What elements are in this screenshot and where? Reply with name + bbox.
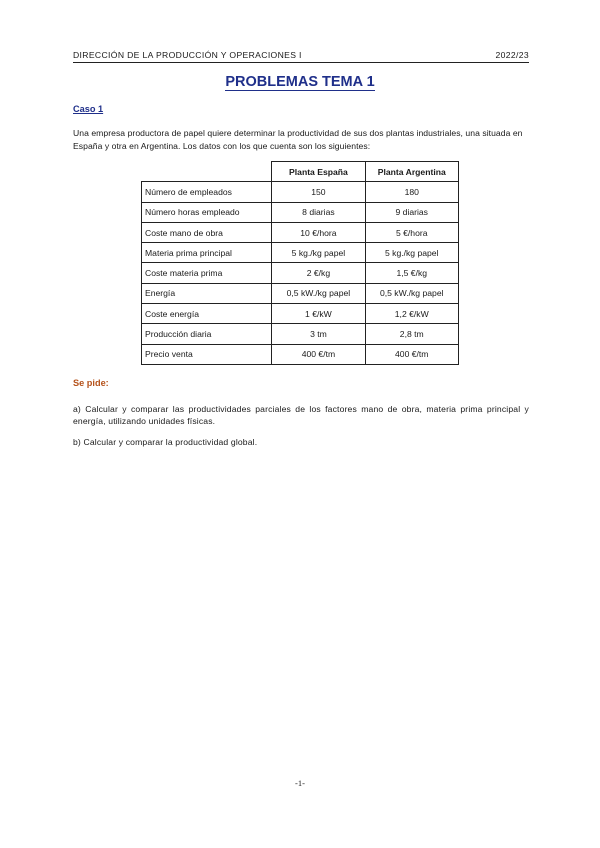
- case-heading: Caso 1: [73, 104, 104, 114]
- header-course-title: DIRECCIÓN DE LA PRODUCCIÓN Y OPERACIONES I: [73, 50, 302, 60]
- cell-spain: 0,5 kW./kg papel: [272, 283, 365, 303]
- row-label: Número horas empleado: [142, 202, 272, 222]
- table-row: [142, 222, 459, 242]
- question-a: a) Calcular y comparar las productividades parciales de los factores mano de obra, materia prima principal y energía, utilizando unidades físicas.: [73, 404, 529, 426]
- cell-argentina: 400 €/tm: [365, 344, 459, 364]
- table-header-row: [142, 162, 459, 182]
- cell-argentina: 180: [365, 182, 459, 202]
- cell-argentina: 9 diarias: [365, 202, 459, 222]
- plant-data-table: [141, 161, 459, 365]
- row-label: Coste materia prima: [142, 263, 272, 283]
- page-title-text: PROBLEMAS TEMA 1: [225, 74, 375, 90]
- asks-heading: Se pide:: [73, 378, 109, 388]
- running-header: [73, 50, 529, 60]
- row-label: Materia prima principal: [142, 243, 272, 263]
- row-label: Precio venta: [142, 344, 272, 364]
- page-title: [0, 74, 600, 90]
- table-row: [142, 324, 459, 344]
- row-label: Coste energía: [142, 304, 272, 324]
- table-row: [142, 263, 459, 283]
- table-row: [142, 182, 459, 202]
- cell-argentina: 1,2 €/kW: [365, 304, 459, 324]
- header-rule: [73, 62, 529, 63]
- row-label: Producción diaria: [142, 324, 272, 344]
- cell-spain: 400 €/tm: [272, 344, 365, 364]
- table-row: [142, 304, 459, 324]
- cell-argentina: 1,5 €/kg: [365, 263, 459, 283]
- cell-spain: 8 diarias: [272, 202, 365, 222]
- cell-argentina: 5 kg./kg papel: [365, 243, 459, 263]
- cell-argentina: 2,8 tm: [365, 324, 459, 344]
- table-corner-cell: [142, 162, 272, 182]
- cell-argentina: 0,5 kW./kg papel: [365, 283, 459, 303]
- table-row: [142, 243, 459, 263]
- cell-spain: 1 €/kW: [272, 304, 365, 324]
- cell-argentina: 5 €/hora: [365, 222, 459, 242]
- cell-spain: 2 €/kg: [272, 263, 365, 283]
- table-row: [142, 283, 459, 303]
- row-label: Coste mano de obra: [142, 222, 272, 242]
- row-label: Número de empleados: [142, 182, 272, 202]
- cell-spain: 10 €/hora: [272, 222, 365, 242]
- question-b: b) Calcular y comparar la productividad global.: [73, 437, 258, 447]
- column-header-argentina: Planta Argentina: [365, 162, 459, 182]
- intro-paragraph: Una empresa productora de papel quiere determinar la productividad de sus dos plantas industriales, una situada en España y otra en Argentina. Los datos con los que cuenta son los siguientes:: [73, 128, 523, 151]
- cell-spain: 150: [272, 182, 365, 202]
- row-label: Energía: [142, 283, 272, 303]
- cell-spain: 5 kg./kg papel: [272, 243, 365, 263]
- table-row: [142, 202, 459, 222]
- cell-spain: 3 tm: [272, 324, 365, 344]
- page-number: -1-: [295, 778, 305, 788]
- table-row: [142, 344, 459, 364]
- column-header-spain: Planta España: [272, 162, 365, 182]
- header-academic-year: 2022/23: [495, 50, 529, 60]
